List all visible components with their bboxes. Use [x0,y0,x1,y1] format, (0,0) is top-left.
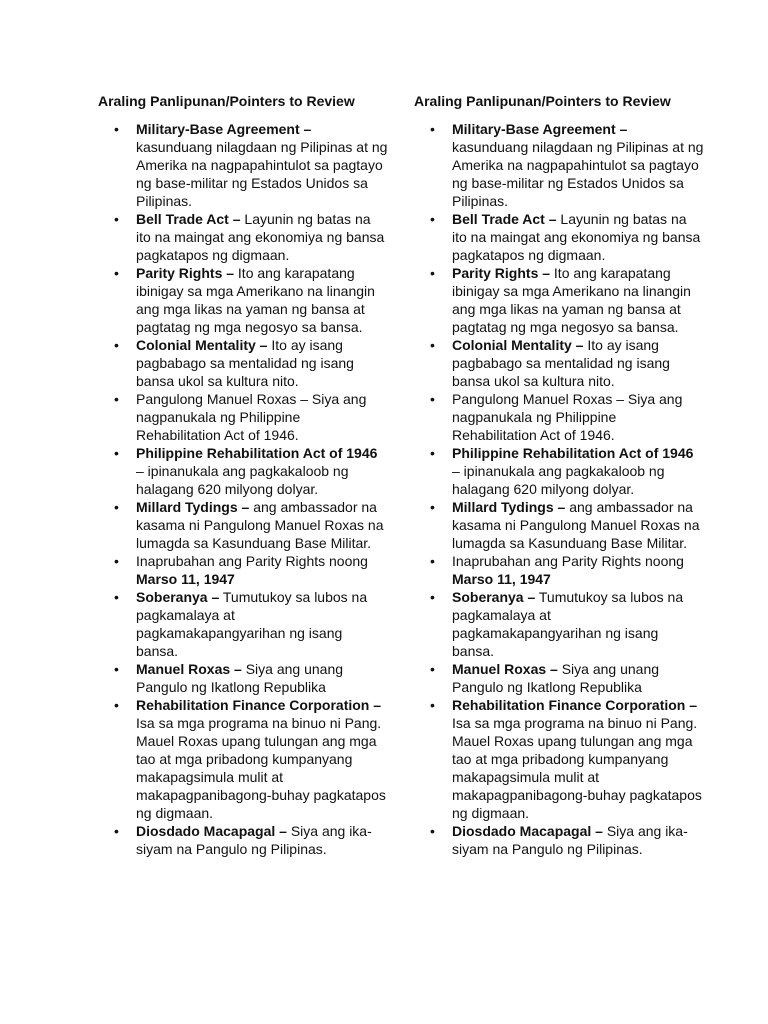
item-text: ang ambassador na kasama ni Pangulong Manuel Roxas na lumagda sa Kasunduang Base Militar. [136,499,384,551]
item-term: Soberanya – [136,589,220,605]
item-term: Soberanya – [452,589,536,605]
item-text: Layunin ng batas na ito na maingat ang ekonomiya ng bansa pagkatapos ng digmaan. [452,211,701,263]
item-text: Pangulong Manuel Roxas – Siya ang nagpanukala ng Philippine Rehabilitation Act of 1946. [452,391,683,443]
item-text: Tumutukoy sa lubos na pagkamalaya at pagkamakapangyarihan ng isang bansa. [136,589,368,659]
list-item [98,552,388,588]
item-text: Ito ay isang pagbabago sa mentalidad ng isang bansa ukol sa kultura nito. [136,337,354,389]
list-item [414,264,704,336]
item-term: Bell Trade Act – [136,211,241,227]
item-text: ang ambassador na kasama ni Pangulong Manuel Roxas na lumagda sa Kasunduang Base Militar. [452,499,700,551]
item-term: Millard Tydings – [136,499,250,515]
bullet-icon: • [114,391,119,407]
list-item [414,210,704,264]
list-item [414,588,704,660]
list-item [414,660,704,696]
item-text: Inaprubahan ang Parity Rights noong [452,553,684,569]
item-text: Pangulong Manuel Roxas – Siya ang nagpanukala ng Philippine Rehabilitation Act of 1946. [136,391,367,443]
bullet-icon: • [114,265,119,281]
item-text: – ipinanukala ang pagkakaloob ng halagang 620 milyong dolyar. [136,463,349,497]
list-item [98,444,388,498]
bullet-icon: • [114,823,119,839]
list-item [414,120,704,210]
bullet-icon: • [430,697,435,713]
list-item [98,498,388,552]
item-term: Diosdado Macapagal – [136,823,287,839]
bullet-icon: • [114,589,119,605]
bullet-icon: • [430,589,435,605]
item-text: Ito ang karapatang ibinigay sa mga Amerikano na linangin ang mga likas na yaman ng bansa at pagtatag ng mga negosyo sa bansa. [452,265,691,335]
list-item [414,390,704,444]
pointers-list [98,120,388,858]
list-item [98,120,388,210]
bullet-icon: • [430,121,435,137]
item-text: Tumutukoy sa lubos na pagkamalaya at pagkamakapangyarihan ng isang bansa. [452,589,684,659]
item-text: – ipinanukala ang pagkakaloob ng halagang 620 milyong dolyar. [452,463,665,497]
right-column [414,92,704,858]
item-term: Parity Rights – [136,265,235,281]
item-text: Inaprubahan ang Parity Rights noong [136,553,368,569]
pointers-list [414,120,704,858]
item-term: Marso 11, 1947 [452,571,551,587]
item-text: Isa sa mga programa na binuo ni Pang. Mauel Roxas upang tulungan ang mga tao at mga pribadong kumpanyang makapagsimula mulit at makapagpanibagong-buhay pagkatapos ng digmaan. [452,715,702,821]
list-item [98,264,388,336]
item-text: Ito ay isang pagbabago sa mentalidad ng isang bansa ukol sa kultura nito. [452,337,670,389]
item-term: Philippine Rehabilitation Act of 1946 [136,445,378,461]
item-term: Manuel Roxas – [452,661,558,677]
bullet-icon: • [430,337,435,353]
list-item [98,696,388,822]
item-term: Philippine Rehabilitation Act of 1946 [452,445,694,461]
column-title: Araling Panlipunan/Pointers to Review [98,93,355,109]
item-term: Manuel Roxas – [136,661,242,677]
item-term: Rehabilitation Finance Corporation – [452,697,698,713]
bullet-icon: • [114,697,119,713]
bullet-icon: • [430,661,435,677]
bullet-icon: • [114,121,119,137]
bullet-icon: • [430,265,435,281]
bullet-icon: • [430,499,435,515]
bullet-icon: • [114,445,119,461]
list-item [98,336,388,390]
item-text: kasunduang nilagdaan ng Pilipinas at ng Amerika na nagpapahintulot sa pagtayo ng base-militar ng Estados Unidos sa Pilipinas. [452,139,704,209]
list-item [98,390,388,444]
item-term: Diosdado Macapagal – [452,823,603,839]
bullet-icon: • [114,553,119,569]
list-item [98,210,388,264]
item-term: Rehabilitation Finance Corporation – [136,697,382,713]
bullet-icon: • [430,211,435,227]
bullet-icon: • [430,553,435,569]
bullet-icon: • [430,445,435,461]
bullet-icon: • [114,211,119,227]
list-item [414,336,704,390]
item-term: Colonial Mentality – [452,337,584,353]
left-column [98,92,388,858]
list-item [414,696,704,822]
item-text: kasunduang nilagdaan ng Pilipinas at ng Amerika na nagpapahintulot sa pagtayo ng base-militar ng Estados Unidos sa Pilipinas. [136,139,388,209]
list-item [414,498,704,552]
item-text: Isa sa mga programa na binuo ni Pang. Mauel Roxas upang tulungan ang mga tao at mga pribadong kumpanyang makapagsimula mulit at makapagpanibagong-buhay pagkatapos ng digmaan. [136,715,386,821]
item-term: Military-Base Agreement – [136,121,312,137]
bullet-icon: • [430,391,435,407]
item-text: Siya ang ika-siyam na Pangulo ng Pilipinas. [452,823,688,857]
item-text: Siya ang unang Pangulo ng Ikatlong Republika [452,661,660,695]
list-item [98,588,388,660]
list-item [414,552,704,588]
item-text: Siya ang unang Pangulo ng Ikatlong Republika [136,661,344,695]
column-title: Araling Panlipunan/Pointers to Review [414,93,671,109]
list-item [414,444,704,498]
item-term: Bell Trade Act – [452,211,557,227]
item-term: Millard Tydings – [452,499,566,515]
item-term: Colonial Mentality – [136,337,268,353]
item-text: Layunin ng batas na ito na maingat ang ekonomiya ng bansa pagkatapos ng digmaan. [136,211,385,263]
item-term: Marso 11, 1947 [136,571,235,587]
bullet-icon: • [114,337,119,353]
list-item [98,822,388,858]
item-term: Parity Rights – [452,265,551,281]
bullet-icon: • [430,823,435,839]
item-text: Ito ang karapatang ibinigay sa mga Amerikano na linangin ang mga likas na yaman ng bansa at pagtatag ng mga negosyo sa bansa. [136,265,375,335]
bullet-icon: • [114,661,119,677]
list-item [414,822,704,858]
item-text: Siya ang ika-siyam na Pangulo ng Pilipinas. [136,823,372,857]
list-item [98,660,388,696]
bullet-icon: • [114,499,119,515]
item-term: Military-Base Agreement – [452,121,628,137]
